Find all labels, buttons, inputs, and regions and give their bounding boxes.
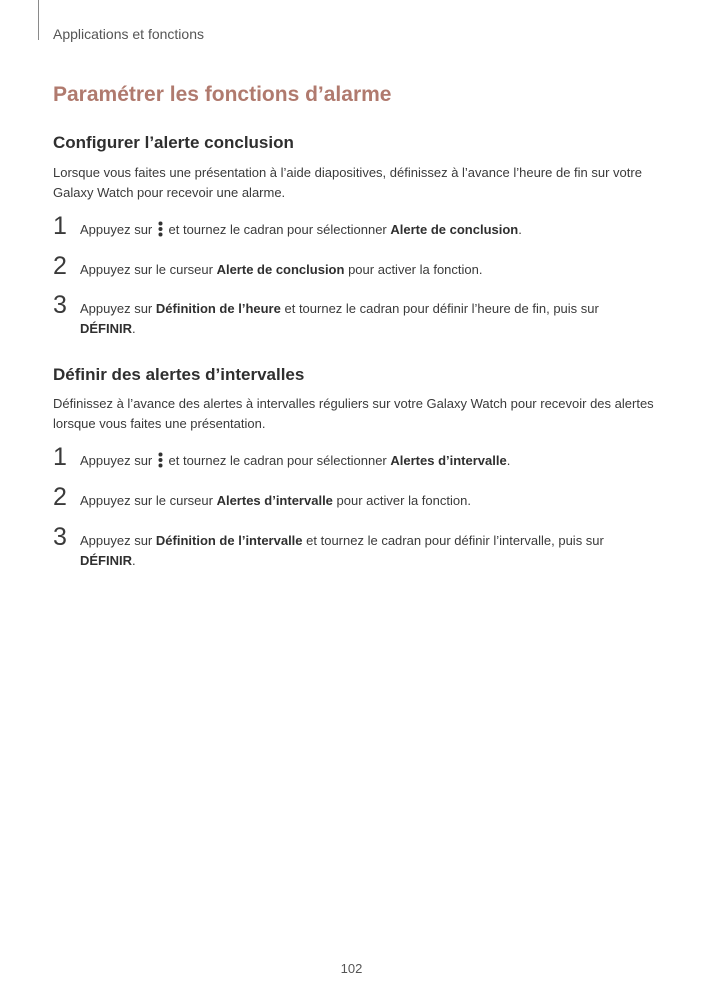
setting-name: Définition de l’heure [155,301,281,316]
section-heading-intervals: Définir des alertes d’intervalles [53,365,305,384]
step-number: 1 [53,212,67,240]
step-1-intervals: 1 Appuyez sur et tournez le cadran pour sélectionner Alertes d’intervalle. [53,443,511,471]
step-3-conclusion: 3 Appuyez sur Définition de l’heure et tournez le cadran pour définir l’heure de fin, puis sur DÉFINIR. [53,291,599,336]
header-divider [38,0,39,40]
more-options-icon [158,221,163,237]
step-number: 2 [53,252,67,280]
step-number: 1 [53,443,67,471]
page-title: Paramétrer les fonctions d’alarme [53,83,392,106]
setting-name: Alerte de conclusion [216,262,345,277]
setting-name: Alertes d’intervalle [390,453,507,468]
setting-name: Alerte de conclusion [390,222,519,237]
step-number: 2 [53,483,67,511]
setting-name: Alertes d’intervalle [216,493,333,508]
more-options-icon [158,452,163,468]
step-3-intervals: 3 Appuyez sur Définition de l’intervalle et tournez le cadran pour définir l’intervalle, puis sur DÉFINIR. [53,523,604,568]
section-heading-conclusion: Configurer l’alerte conclusion [53,133,294,152]
section-intro-intervals: Définissez à l’avance des alertes à intervalles réguliers sur votre Galaxy Watch pour recevoir des alertes lorsque vous faites une présentation. [53,396,654,431]
step-number: 3 [53,523,67,551]
section-header: Applications et fonctions [53,26,204,42]
page-number: 102 [340,961,363,976]
confirm-label: DÉFINIR [80,553,132,568]
step-2-conclusion: 2 Appuyez sur le curseur Alerte de conclusion pour activer la fonction. [53,252,483,280]
step-1-conclusion: 1 Appuyez sur et tournez le cadran pour sélectionner Alerte de conclusion. [53,212,522,240]
section-intro-conclusion: Lorsque vous faites une présentation à l’aide diapositives, définissez à l’avance l’heure de fin sur votre Galaxy Watch pour recevoir une alarme. [53,165,642,200]
step-number: 3 [53,291,67,319]
confirm-label: DÉFINIR [80,321,132,336]
setting-name: Définition de l’intervalle [155,533,303,548]
step-2-intervals: 2 Appuyez sur le curseur Alertes d’intervalle pour activer la fonction. [53,483,471,511]
